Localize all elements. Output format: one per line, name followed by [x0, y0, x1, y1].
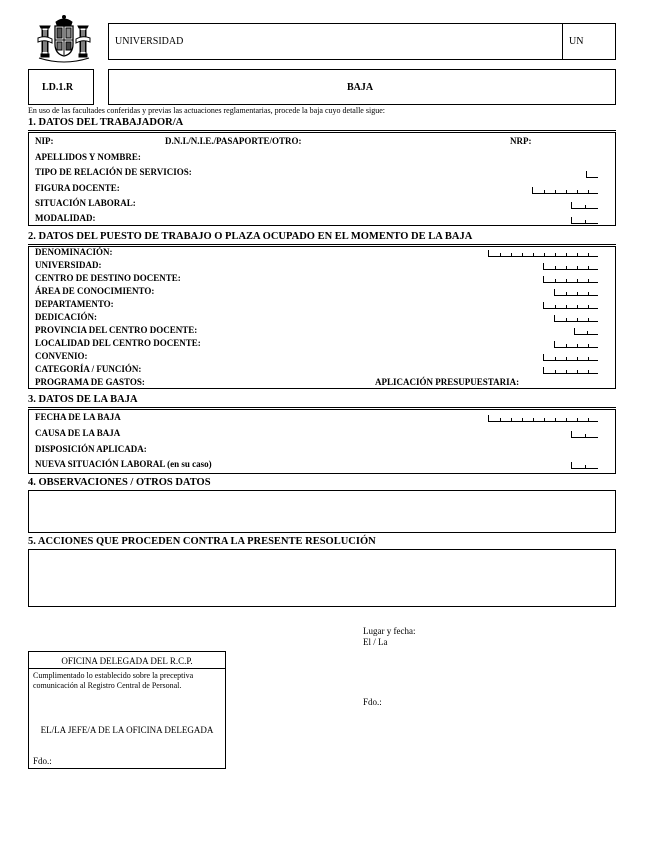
- section2-title: 2. DATOS DEL PUESTO DE TRABAJO O PLAZA OCUPADO EN EL MOMENTO DE LA BAJA: [28, 231, 473, 242]
- nrp-label: NRP:: [510, 136, 532, 146]
- aplicacion-label: APLICACIÓN PRESUPUESTARIA:: [375, 377, 520, 387]
- institution-label: UNIVERSIDAD: [115, 36, 184, 47]
- localidad-label: LOCALIDAD DEL CENTRO DOCENTE:: [35, 338, 201, 348]
- nip-label: NIP:: [35, 136, 54, 146]
- form-code: LD.1.R: [42, 82, 74, 93]
- office-title: OFICINA DELEGADA DEL R.C.P.: [61, 656, 193, 666]
- causa-baja-label: CAUSA DE LA BAJA: [35, 428, 121, 438]
- lugar-fecha-label: Lugar y fecha:: [363, 626, 416, 636]
- denominacion-label: DENOMINACIÓN:: [35, 247, 113, 257]
- office-text: Cumplimentado lo establecido sobre la preceptiva comunicación al Registro Central de Personal.: [33, 671, 194, 690]
- area-conocimiento-label: ÁREA DE CONOCIMIENTO:: [35, 286, 155, 296]
- programa-gastos-label: PROGRAMA DE GASTOS:: [35, 377, 145, 387]
- dedicacion-label: DEDICACIÓN:: [35, 312, 98, 322]
- intro-text: En uso de las facultades conferidas y previas las actuaciones reglamentarias, procede la baja cuyo detalle sigue:: [28, 106, 385, 115]
- section1-box: [28, 132, 616, 226]
- office-chief: EL/LA JEFE/A DE LA OFICINA DELEGADA: [40, 725, 214, 735]
- situacion-laboral-label: SITUACIÓN LABORAL:: [35, 198, 136, 208]
- el-la-label: El / La: [363, 637, 388, 647]
- acciones-box[interactable]: [28, 549, 616, 607]
- modalidad-label: MODALIDAD:: [35, 213, 96, 223]
- office-fdo: Fdo.:: [33, 756, 52, 766]
- signature-fdo-label: Fdo.:: [363, 697, 382, 707]
- universidad-label: UNIVERSIDAD:: [35, 260, 102, 270]
- departamento-label: DEPARTAMENTO:: [35, 299, 114, 309]
- centro-destino-label: CENTRO DE DESTINO DOCENTE:: [35, 273, 181, 283]
- dni-label: D.N.I./N.I.E./PASAPORTE/OTRO:: [165, 136, 302, 146]
- nueva-situacion-label: NUEVA SITUACIÓN LABORAL (en su caso): [35, 459, 212, 469]
- section1-title: 1. DATOS DEL TRABAJADOR/A: [28, 117, 184, 128]
- provincia-label: PROVINCIA DEL CENTRO DOCENTE:: [35, 325, 198, 335]
- section4-title: 4. OBSERVACIONES / OTROS DATOS: [28, 477, 211, 488]
- section3-title: 3. DATOS DE LA BAJA: [28, 394, 138, 405]
- section5-title: 5. ACCIONES QUE PROCEDEN CONTRA LA PRESENTE RESOLUCIÓN: [28, 536, 376, 547]
- figura-docente-label: FIGURA DOCENTE:: [35, 183, 120, 193]
- coat-of-arms-icon: [36, 14, 92, 66]
- code-label: UN: [569, 36, 584, 47]
- tipo-relacion-label: TIPO DE RELACIÓN DE SERVICIOS:: [35, 167, 192, 177]
- disposicion-label: DISPOSICIÓN APLICADA:: [35, 444, 147, 454]
- form-title: BAJA: [347, 82, 374, 93]
- fecha-baja-label: FECHA DE LA BAJA: [35, 412, 121, 422]
- convenio-label: CONVENIO:: [35, 351, 88, 361]
- observaciones-box[interactable]: [28, 490, 616, 533]
- categoria-label: CATEGORÍA / FUNCIÓN:: [35, 364, 142, 374]
- apellidos-label: APELLIDOS Y NOMBRE:: [35, 152, 141, 162]
